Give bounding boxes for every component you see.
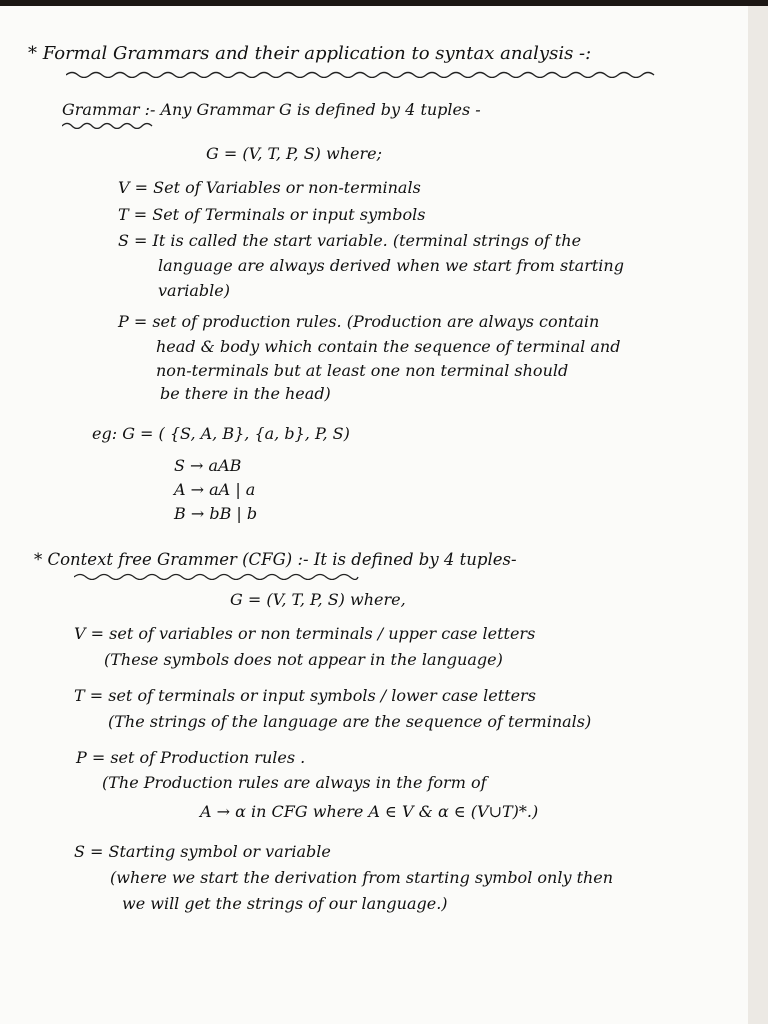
grammar-intro: Grammar :- Any Grammar G is defined by 4 tuples -	[62, 100, 481, 119]
grammar-underline	[62, 121, 154, 129]
v-definition: V = Set of Variables or non-terminals	[118, 178, 421, 197]
cfg-s-definition-line2: (where we start the derivation from starting symbol only then	[110, 868, 614, 887]
production-rule-3: B → bB | b	[174, 504, 258, 523]
heading1-underline	[66, 70, 656, 78]
grammar-tuple: G = (V, T, P, S) where;	[206, 144, 382, 163]
cfg-tuple: G = (V, T, P, S) where,	[230, 590, 406, 609]
s-definition-line2: language are always derived when we start from starting	[158, 256, 624, 275]
t-definition: T = Set of Terminals or input symbols	[118, 205, 426, 224]
cfg-v-definition-line1: V = set of variables or non terminals / upper case letters	[74, 624, 536, 643]
page-right-edge	[748, 6, 768, 1024]
cfg-t-definition-line2: (The strings of the language are the sequence of terminals)	[108, 712, 592, 731]
p-definition-line3: non-terminals but at least one non terminal should	[156, 361, 569, 380]
s-definition-line3: variable)	[158, 281, 230, 300]
s-definition-line1: S = It is called the start variable. (terminal strings of the	[118, 231, 582, 250]
section1-heading: * Formal Grammars and their application to syntax analysis -:	[28, 43, 592, 64]
section2-heading: * Context free Grammer (CFG) :- It is defined by 4 tuples-	[34, 550, 517, 569]
cfg-p-definition-line3: A → α in CFG where A ∈ V & α ∈ (V∪T)*.)	[200, 802, 539, 821]
production-rule-2: A → aA | a	[174, 480, 256, 499]
cfg-s-definition-line3: we will get the strings of our language.)	[122, 894, 448, 913]
p-definition-line2: head & body which contain the sequence of terminal and	[156, 337, 621, 356]
p-definition-line4: be there in the head)	[160, 384, 331, 403]
cfg-p-definition-line2: (The Production rules are always in the form of	[102, 773, 487, 792]
p-definition-line1: P = set of production rules. (Production are always contain	[118, 312, 600, 331]
heading2-underline	[74, 572, 360, 580]
cfg-s-definition-line1: S = Starting symbol or variable	[74, 842, 331, 861]
cfg-p-definition-line1: P = set of Production rules .	[76, 748, 306, 767]
production-rule-1: S → aAB	[174, 456, 242, 475]
example-grammar: eg: G = ( {S, A, B}, {a, b}, P, S)	[92, 424, 350, 443]
cfg-v-definition-line2: (These symbols does not appear in the language)	[104, 650, 503, 669]
cfg-t-definition-line1: T = set of terminals or input symbols / lower case letters	[74, 686, 536, 705]
